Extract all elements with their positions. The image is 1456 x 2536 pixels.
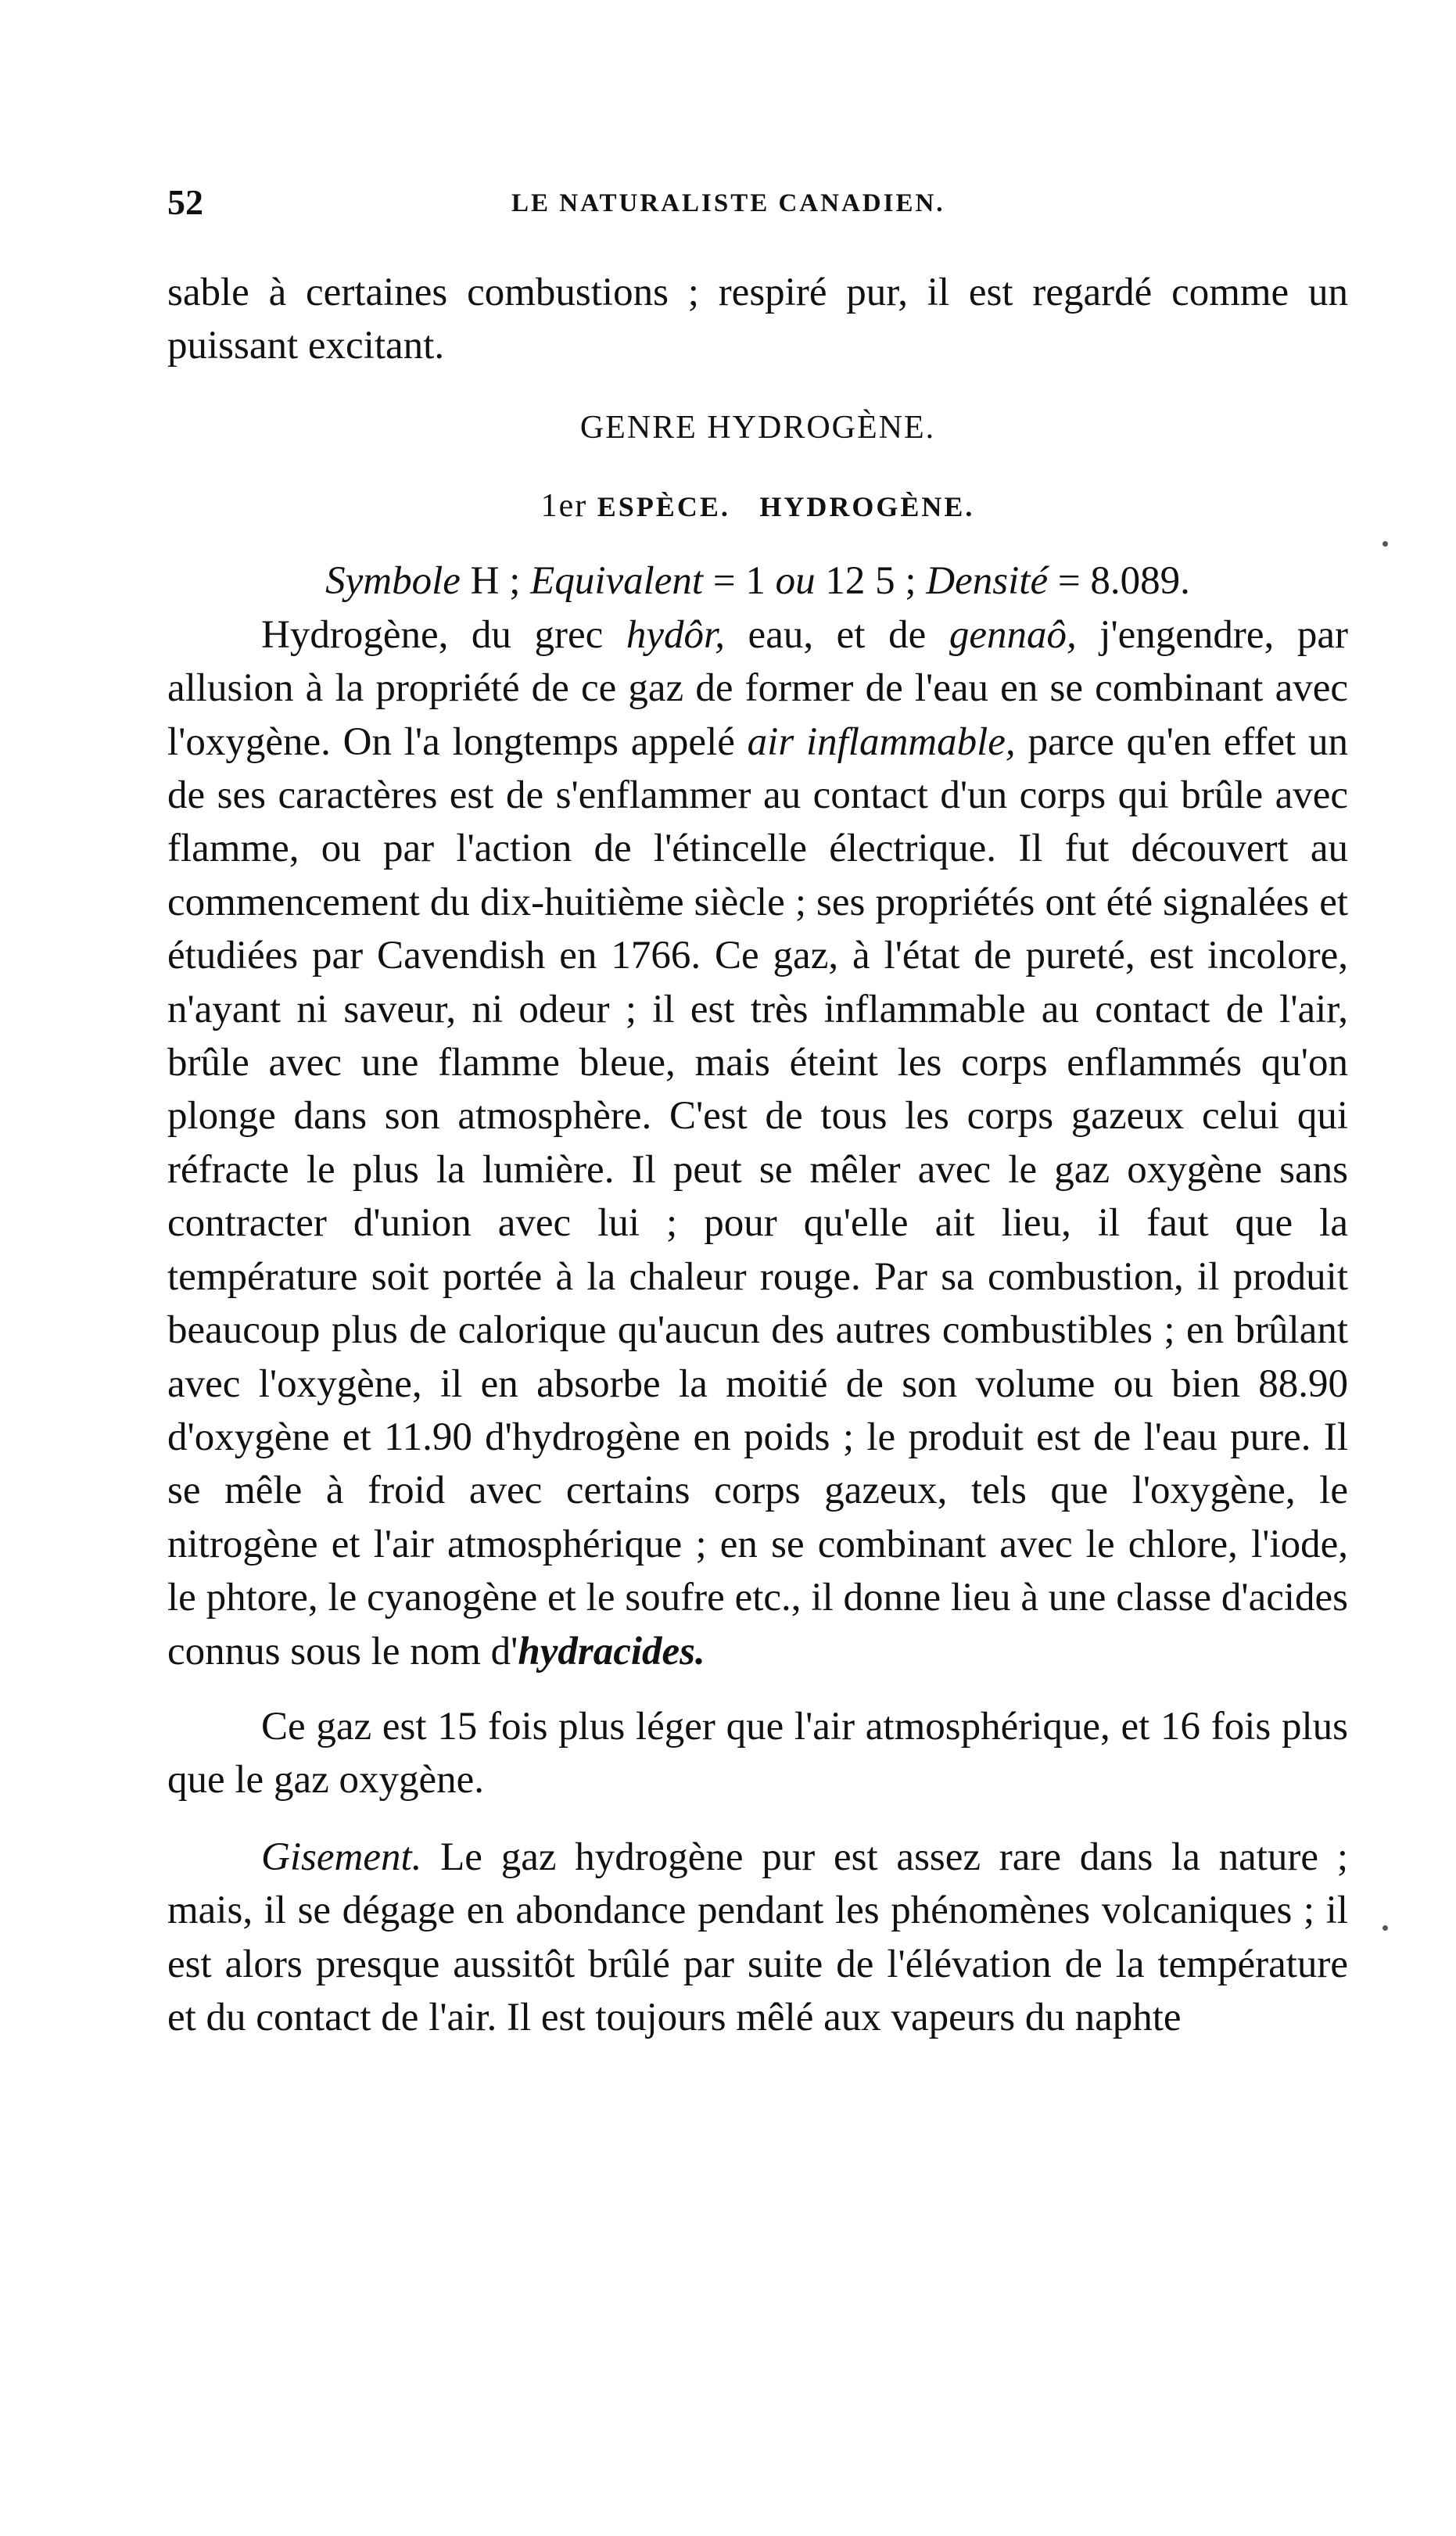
paragraph1-part1: Hydrogène, du grec	[261, 612, 626, 657]
paragraph1-part3: j'engendre, par allusion à la propriété de ce gaz de former de l'eau en se combinant avec l'oxygène. On l'a longtemps appelé	[167, 612, 1349, 764]
gisement-text: Le gaz hydrogène pur est assez rare dans la nature ; mais, il se dégage en abondance pendant les phénomènes volcaniques ; il est alors presque aussitôt brûlé par suite de l'élévation de la température et du contact de l'air. Il est toujours mêlé aux vapeurs du naphte	[167, 1835, 1348, 2039]
gisement-heading: Gisement.	[261, 1835, 422, 1879]
running-head	[167, 181, 1348, 228]
density-label: Densité	[926, 558, 1049, 603]
species-heading	[167, 482, 1348, 530]
species-number: 1er	[540, 487, 588, 524]
symbol-value: H ;	[470, 558, 521, 603]
paragraph1-part2: eau, et de	[724, 612, 949, 657]
density-comparison-paragraph: Ce gaz est 15 fois plus léger que l'air atmosphérique, et 16 fois plus que le gaz oxygène.	[167, 1704, 1348, 1802]
greek-word-gennao: gennaô,	[949, 612, 1077, 657]
opening-paragraph: sable à certaines combustions ; respiré pur, il est regardé comme un puissant excitant.	[167, 271, 1348, 368]
species-label: ESPÈCE.	[597, 490, 730, 522]
equivalent-value: = 1	[712, 558, 766, 603]
greek-word-hydor: hydôr,	[626, 612, 725, 657]
paragraph1-part4: parce qu'en effet un de ses caractères est de s'enflammer au contact d'un corps qui brûle avec flamme, ou par l'action de l'étincelle électrique. Il fut découvert au commencement du dix-huitième siècle ; ses propriétés ont été signalées et étudiées par Cavendish en 1766. Ce gaz, à l'état de pureté, est incolore, n'ayant ni saveur, ni odeur ; il est très inflammable au contact de l'air, brûle avec une flamme bleue, mais éteint les corps enflammés qu'on plonge dans son atmosphère. C'est de tous les corps gazeux celui qui réfracte le plus la lumière. Il peut se mêler avec le gaz oxygène sans contracter d'union avec lui ; pour qu'elle ait lieu, il faut que la température soit portée à la chaleur rouge. Par sa combustion, il produit beaucoup plus de calorique qu'aucun des autres combustibles ; en brûlant avec l'oxygène, il en absorbe la moitié de son volume ou bien 88.90 d'oxygène et 11.90 d'hydrogène en poids ; le produit est de l'eau pure. Il se mêle à froid avec certains corps gazeux, tels que l'oxygène, le nitrogène et l'air atmosphérique ; en se combinant avec le chlore, l'iode, le phtore, le cyanogène et le soufre etc., il donne lieu à une classe d'acides connus sous le nom d'	[167, 719, 1348, 1673]
hydrogen-description-paragraph	[167, 608, 1348, 1678]
ou-word: ou	[775, 558, 816, 603]
hydracides-term: hydracides.	[518, 1629, 705, 1673]
density-value: = 8.089.	[1057, 558, 1190, 603]
page-number: 52	[167, 182, 203, 222]
equivalent-label: Equivalent	[530, 558, 704, 603]
old-name-term: air inflammable,	[747, 719, 1016, 764]
gisement-paragraph	[167, 1831, 1348, 2045]
paper-speck	[1382, 1925, 1388, 1931]
journal-title: LE NATURALISTE CANADIEN.	[511, 189, 945, 217]
equivalent-alt: 12 5 ;	[825, 558, 916, 603]
genre-heading: GENRE HYDROGÈNE.	[579, 409, 936, 446]
paper-speck	[1382, 541, 1388, 547]
symbol-label: Symbole	[325, 558, 461, 603]
text-block	[167, 266, 1348, 2044]
species-name: HYDROGÈNE.	[759, 490, 975, 522]
symbol-line	[167, 554, 1348, 608]
